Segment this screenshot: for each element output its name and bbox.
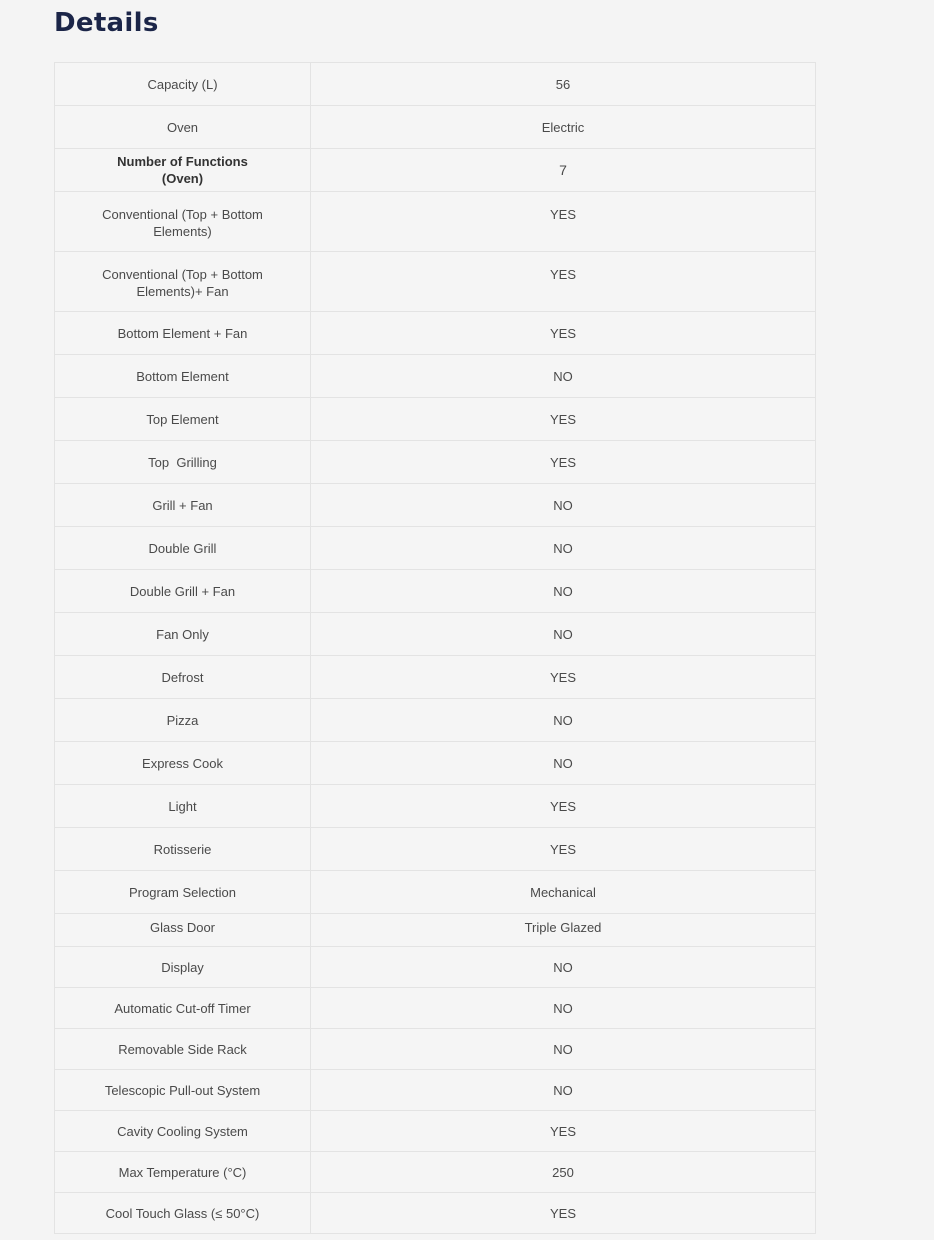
page-title: Details <box>54 8 159 38</box>
spec-value: Triple Glazed <box>311 914 816 947</box>
spec-value: YES <box>311 441 816 484</box>
table-row <box>55 441 816 484</box>
table-row <box>55 742 816 785</box>
spec-value: YES <box>311 252 816 312</box>
table-row <box>55 1152 816 1193</box>
spec-value: YES <box>311 828 816 871</box>
spec-label: Number of Functions (Oven) <box>55 149 311 192</box>
spec-value: YES <box>311 785 816 828</box>
table-row <box>55 355 816 398</box>
table-row <box>55 106 816 149</box>
spec-value: NO <box>311 613 816 656</box>
spec-label: Bottom Element + Fan <box>55 312 311 355</box>
spec-value: YES <box>311 1111 816 1152</box>
table-row <box>55 1111 816 1152</box>
table-row <box>55 312 816 355</box>
spec-label: Defrost <box>55 656 311 699</box>
table-row <box>55 527 816 570</box>
table-row <box>55 828 816 871</box>
table-row <box>55 947 816 988</box>
spec-label: Capacity (L) <box>55 63 311 106</box>
spec-label: Cool Touch Glass (≤ 50°C) <box>55 1193 311 1234</box>
spec-label: Glass Door <box>55 914 311 947</box>
spec-label: Program Selection <box>55 871 311 914</box>
spec-value: NO <box>311 988 816 1029</box>
spec-value: YES <box>311 656 816 699</box>
table-row <box>55 699 816 742</box>
spec-label: Rotisserie <box>55 828 311 871</box>
spec-value: YES <box>311 1193 816 1234</box>
table-row <box>55 656 816 699</box>
spec-value: YES <box>311 192 816 252</box>
spec-label: Fan Only <box>55 613 311 656</box>
spec-label: Oven <box>55 106 311 149</box>
spec-value: YES <box>311 398 816 441</box>
spec-label: Double Grill + Fan <box>55 570 311 613</box>
table-row <box>55 988 816 1029</box>
spec-label: Top Grilling <box>55 441 311 484</box>
spec-label: Bottom Element <box>55 355 311 398</box>
specs-table <box>54 62 816 1234</box>
table-row <box>55 63 816 106</box>
table-row <box>55 1029 816 1070</box>
table-row <box>55 398 816 441</box>
spec-label: Conventional (Top + Bottom Elements)+ Fan <box>55 252 311 312</box>
spec-value: 250 <box>311 1152 816 1193</box>
spec-value: 56 <box>311 63 816 106</box>
table-row <box>55 1193 816 1234</box>
spec-label: Top Element <box>55 398 311 441</box>
spec-label: Double Grill <box>55 527 311 570</box>
spec-value: NO <box>311 484 816 527</box>
spec-label: Removable Side Rack <box>55 1029 311 1070</box>
spec-label: Light <box>55 785 311 828</box>
spec-value: Electric <box>311 106 816 149</box>
table-row <box>55 192 816 252</box>
spec-value: NO <box>311 570 816 613</box>
table-row <box>55 149 816 192</box>
table-row <box>55 785 816 828</box>
spec-label: Cavity Cooling System <box>55 1111 311 1152</box>
spec-label: Max Temperature (°C) <box>55 1152 311 1193</box>
spec-label: Express Cook <box>55 742 311 785</box>
spec-value: NO <box>311 742 816 785</box>
spec-value: 7 <box>311 149 816 192</box>
spec-label: Display <box>55 947 311 988</box>
table-row <box>55 570 816 613</box>
table-row <box>55 914 816 947</box>
spec-label: Grill + Fan <box>55 484 311 527</box>
spec-value: NO <box>311 1029 816 1070</box>
table-row <box>55 252 816 312</box>
table-row <box>55 484 816 527</box>
spec-value: NO <box>311 1070 816 1111</box>
spec-value: NO <box>311 699 816 742</box>
spec-value: Mechanical <box>311 871 816 914</box>
spec-value: NO <box>311 947 816 988</box>
spec-label: Automatic Cut-off Timer <box>55 988 311 1029</box>
spec-label: Conventional (Top + Bottom Elements) <box>55 192 311 252</box>
spec-value: YES <box>311 312 816 355</box>
spec-label: Telescopic Pull-out System <box>55 1070 311 1111</box>
spec-value: NO <box>311 355 816 398</box>
table-row <box>55 871 816 914</box>
spec-value: NO <box>311 527 816 570</box>
table-row <box>55 613 816 656</box>
spec-label: Pizza <box>55 699 311 742</box>
table-row <box>55 1070 816 1111</box>
